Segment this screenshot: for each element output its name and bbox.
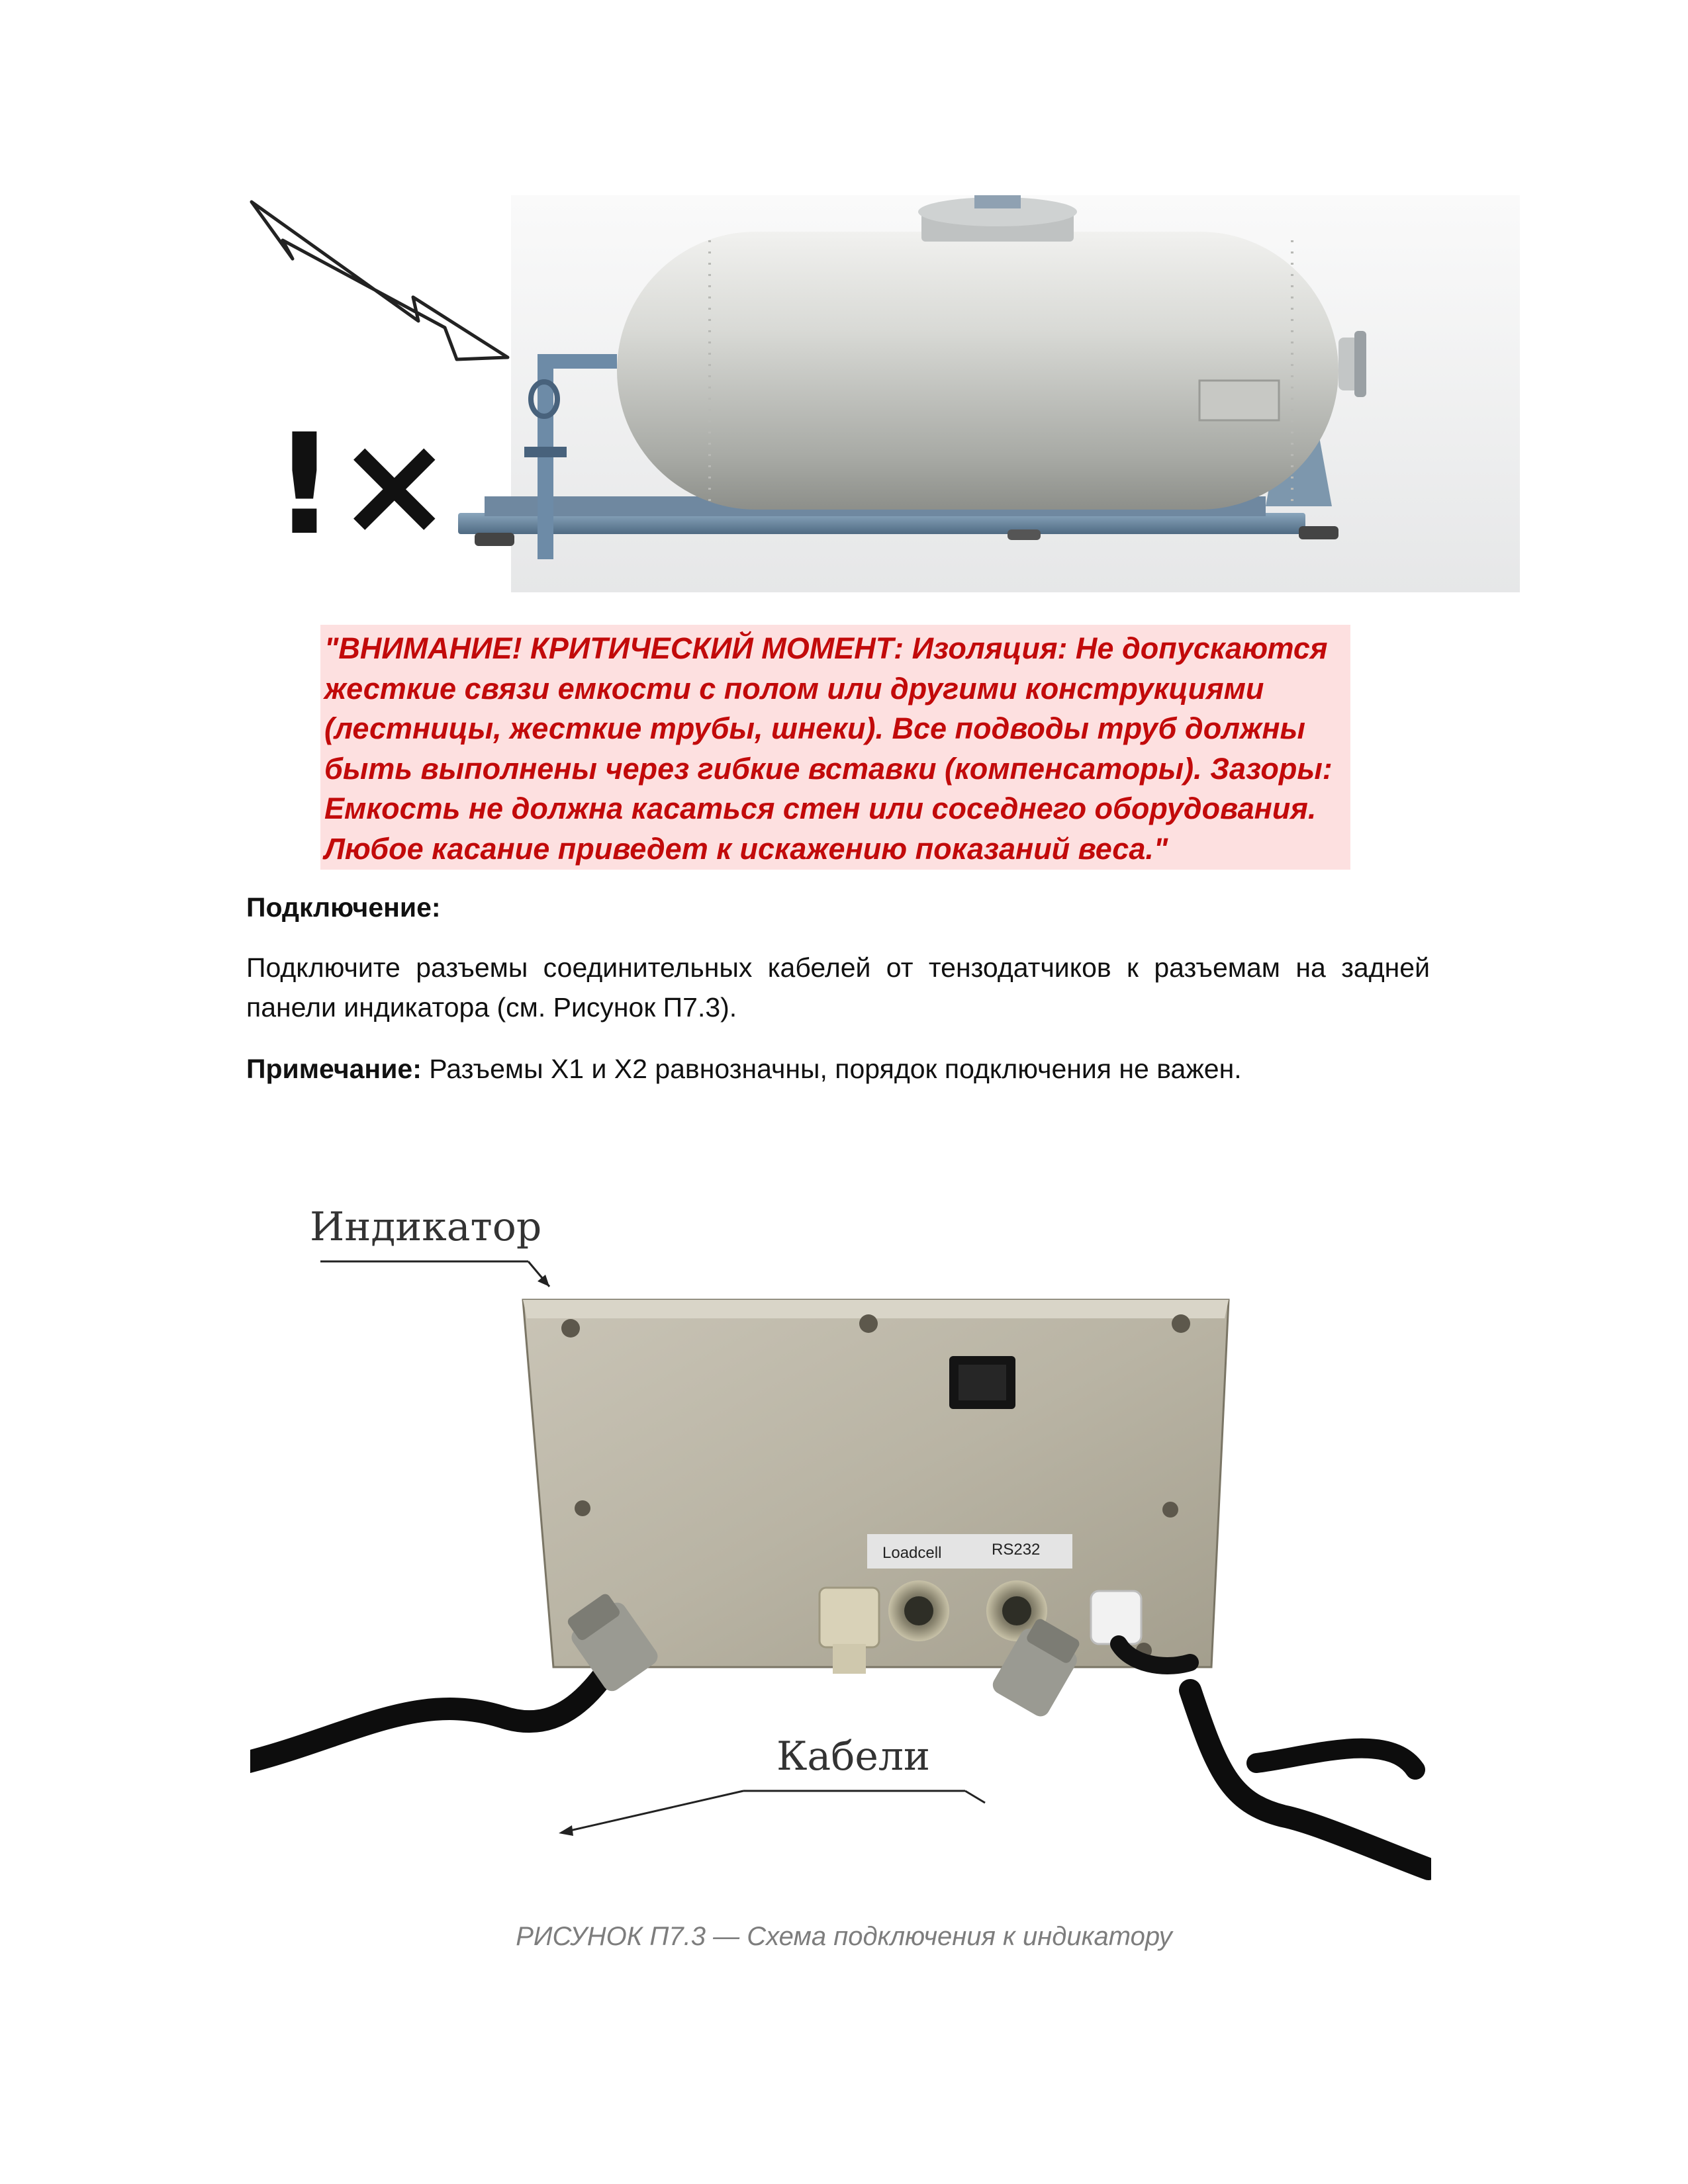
warning-line: Любое касание приведет к искажению показаний веса.": [324, 831, 1168, 866]
screw-icon: [1162, 1502, 1178, 1518]
warning-line: "ВНИМАНИЕ! КРИТИЧЕСКИЙ МОМЕНТ: Изоляция: Не допускаются: [324, 631, 1328, 665]
critical-warning-box: [320, 625, 1350, 870]
warning-line: (лестницы, жесткие трубы, шнеки). Все подводы труб должны: [324, 711, 1305, 745]
note-paragraph: [246, 1054, 1242, 1085]
rs232-label: RS232: [992, 1541, 1041, 1559]
cables-label: Кабели: [776, 1733, 930, 1780]
indicator-label: Индикатор: [310, 1204, 542, 1250]
screw-icon: [575, 1500, 590, 1516]
warning-line: быть выполнены через гибкие вставки (компенсаторы). Зазоры:: [324, 751, 1333, 786]
note-text: Разъемы X1 и X2 равнозначны, порядок подключения не важен.: [421, 1054, 1242, 1084]
connection-heading: Подключение:: [246, 892, 441, 923]
right-cable: [1190, 1690, 1429, 1869]
note-label: Примечание:: [246, 1054, 422, 1084]
tank-body: [617, 232, 1338, 510]
figure-caption: РИСУНОК П7.3 — Схема подключения к индикатору: [516, 1922, 1172, 1951]
warning-line: Емкость не должна касаться стен или соседнего оборудования.: [324, 792, 1317, 825]
connection-paragraph: Подключите разъемы соединительных кабелей от тензодатчиков к разъемам на задней панели индикатора (см. Рисунок П7.3).: [246, 952, 1430, 1023]
loadcell-label: Loadcell: [882, 1544, 942, 1562]
tank-illustration: [246, 195, 1520, 592]
screw-icon: [1172, 1314, 1190, 1333]
warning-line: жесткие связи емкости с полом или другими конструкциями: [324, 671, 1264, 705]
indicator-photo: [250, 1187, 1431, 1888]
warning-symbols: !×: [273, 404, 453, 566]
screw-icon: [859, 1314, 878, 1333]
screw-icon: [561, 1319, 580, 1338]
